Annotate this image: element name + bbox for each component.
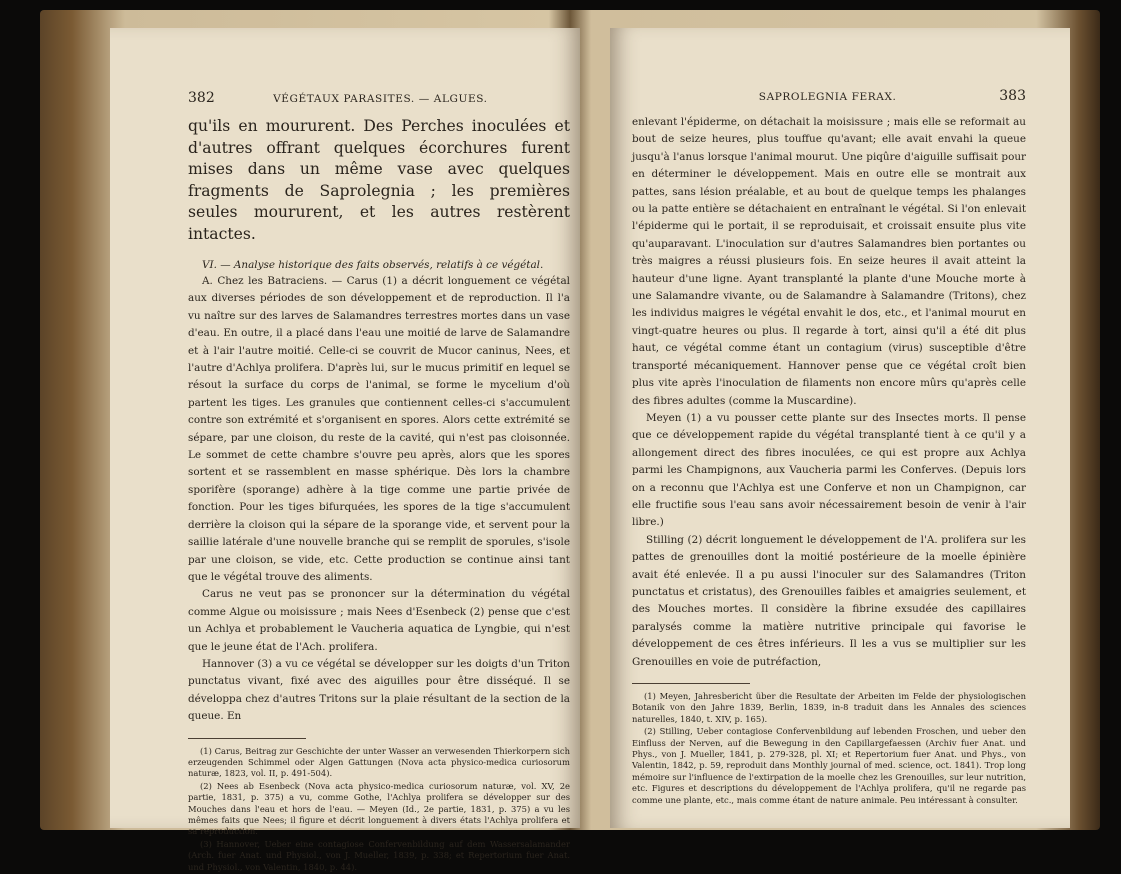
footnote-divider	[632, 683, 750, 684]
footnote: (1) Meyen, Jahresbericht über die Resultate der Arbeiten im Felde der physiologischen Botanik von den Jahre 1839, Berlin, 1839, in-8 traduit dans les Annales des sciences naturelles, 1840, t. XIV, p. 165).	[632, 691, 1026, 724]
running-title: SAPROLEGNIA FERAX.	[758, 91, 897, 103]
body-paragraph: A. Chez les Batraciens. — Carus (1) a décrit longuement ce végétal aux diverses périodes de son développement et de reproduction. Il l'a vu naître sur des larves de Salamandres terrestres mortes dans un vase d'eau. En outre, il a placé dans l'eau une moitié de larve de Salamandre et à l'air l'autre moitié. Celle-ci se couvrit de Mucor caninus, Nees, et l'autre d'Achlya prolifera. D'après lui, sur le mucus primitif en lequel se résout la surface du corps de l'animal, se forme le mycelium d'où partent les tiges. Les granules que contiennent celles-ci s'accumulent contre son extrémité et s'organisent en spores. Alors cette extrémité se sépare, par une cloison, du reste de la cavité, qui n'est pas cloisonnée. Le sommet de cette chambre s'ouvre peu après, alors que les spores sortent et se rassemblent en masse sphérique. Dès lors la chambre sporifère (sporange) adhère à la tige comme une partie privée de fonction. Pour les tiges bifurquées, les spores de la tige s'accumulent derrière la cloison qui la sépare de la sporange vide, et servent pour la saillie latérale d'une nouvelle branche qui se remplit de sporules, s'isole par une cloison, se vide, etc. Cette production se continue ainsi tant que le végétal trouve des aliments.	[188, 275, 570, 583]
footnote: (1) Carus, Beitrag zur Geschichte der unter Wasser an verwesenden Thierkorpern sich erzeugenden Schimmel oder Algen Gattungen (Nova acta physico-medica curiosorum naturæ, 1823, vol. II, p. 491-504).	[188, 745, 570, 779]
body-paragraph: Hannover (3) a vu ce végétal se développer sur les doigts d'un Triton punctatus vivant, fixé avec des aiguilles pour être disséqué. Il se développa chez d'autres Tritons sur la plaie résultant de la section de la queue. En	[188, 657, 570, 723]
body-paragraph: Meyen (1) a vu pousser cette plante sur des Insectes morts. Il pense que ce développement rapide du végétal transplanté tient à ce qu'il y a allongement direct des fibres inoculées, ce qui est propre aux Achlya parmi les Champignons, aux Vaucheria parmi les Conferves. (Depuis lors on a reconnu que l'Achlya est une Conferve et non un Champignon, car elle fructifie sous l'eau sans avoir nécessairement besoin de venir à l'air libre.)	[632, 411, 1026, 529]
intro-paragraph: qu'ils en moururent. Des Perches inoculées et d'autres offrant quelques écorchures furent mises dans un même vase avec quelques fragments de Saprolegnia ; les premières seules moururent, et les autres restèrent intactes.	[188, 117, 570, 243]
page-number: 382	[188, 90, 215, 106]
footnote-divider	[188, 738, 306, 739]
right-page	[610, 28, 1070, 828]
footnote: (2) Stilling, Ueber contagiose Confervenbildung auf lebenden Froschen, und ueber den Einfluss der Nerven, auf die Bewegung in den Capillargefaessen (Archiv fuer Anat. und Phys., von J. Mueller, 1841, p. 279-328, pl. XI; et Repertorium fuer Anat. und Phys., von Valentin, 1842, p. 59, reproduit dans Monthly journal of med. science, oct. 1841). Trop long mémoire sur l'influence de l'extirpation de la moelle chez les Grenouilles, sur leur nutrition, etc. Figures et descriptions du développement de l'Achlya prolifera, qu'il ne regarde pas comme une plante, etc., mais comme étant de nature animale. Peu intéressant à consulter.	[632, 726, 1026, 805]
body-paragraph: Stilling (2) décrit longuement le développement de l'A. prolifera sur les pattes de grenouilles dont la moitié postérieure de la moelle épinière avait été enlevée. Il a pu aussi l'inoculer sur des Salamandres (Triton punctatus et cristatus), des Grenouilles faibles et amaigries seulement, et des Mouches mortes. Il considère la fibrine exsudée des capillaires paralysés comme la matière nutritive principale qui favorise le développement de ces êtres inférieurs. Il les a vus se multiplier sur les Grenouilles en voie de putréfaction,	[632, 533, 1026, 668]
page-number: 383	[999, 88, 1026, 104]
body-paragraph: Carus ne veut pas se prononcer sur la détermination du végétal comme Algue ou moisissure ; mais Nees d'Esenbeck (2) pense que c'est un Achlya et probablement le Vaucheria aquatica de Lyngbie, qui n'est que le jeune état de l'Ach. prolifera.	[188, 588, 570, 653]
running-title: VÉGÉTAUX PARASITES. — ALGUES.	[273, 93, 488, 105]
open-book	[40, 10, 1100, 872]
footnote: (3) Hannover, Ueber eine contagiose Confervenbildung auf dem Wassersalamander (Arch. fuer Anat. und Physiol., von J. Mueller, 1839, p. 338; et Repertorium fuer Anat. und Physiol., von Valentin, 1840, p. 44).	[188, 838, 570, 872]
right-page-content	[632, 88, 1026, 807]
left-page-header	[188, 90, 570, 106]
left-page-content	[188, 90, 570, 874]
body-paragraph: enlevant l'épiderme, on détachait la moisissure ; mais elle se reformait au bout de seize heures, plus touffue qu'avant; elle avait envahi la queue jusqu'à l'anus lorsque l'animal mourut. Une piqûre d'aiguille suffisait pour en déterminer le développement. Mais en outre elle se montrait aux pattes, sans lésion préalable, et au bout de quelque temps les phalanges ou la patte entière se détachaient en entraînant le végétal. Si l'on enlevait l'épiderme qui le portait, il se reproduisait, et croissait ensuite plus vite qu'auparavant. L'inoculation sur d'autres Salamandres bien portantes ou très maigres a réussi plusieurs fois. En seize heures il avait atteint la hauteur d'une ligne. Ayant transplanté la plante d'une Mouche morte à une Salamandre vivante, ou de Salamandre à Salamandre (Tritons), chez les individus maigres le végétal envahit le dos, etc., et l'animal mourut en vingt-quatre heures ou plus. Il regarde à tort, ainsi qu'il a été dit plus haut, ce végétal comme étant un contagium (virus) susceptible d'être transporté mécaniquement. Hannover pense que ce végétal croît bien plus vite après l'inoculation de filaments non encore mûrs qu'après celle des fibres adultes (comme la Muscardine).	[632, 116, 1026, 407]
footnote: (2) Nees ab Esenbeck (Nova acta physico-medica curiosorum naturæ, vol. XV, 2e partie, 1831, p. 375) a vu, comme Gothe, l'Achlya prolifera se développer sur des Mouches dans l'eau et hors de l'eau. — Meyen (Id., 2e partie, 1831, p. 375) a vu les mêmes faits que Nees; il figure et décrit longuement à divers états l'Achlya prolifera et sa reproduction.	[188, 780, 570, 837]
right-page-header	[632, 88, 1026, 104]
left-page	[110, 28, 580, 872]
section-title: VI. — Analyse historique des faits observés, relatifs à ce végétal.	[202, 259, 544, 271]
